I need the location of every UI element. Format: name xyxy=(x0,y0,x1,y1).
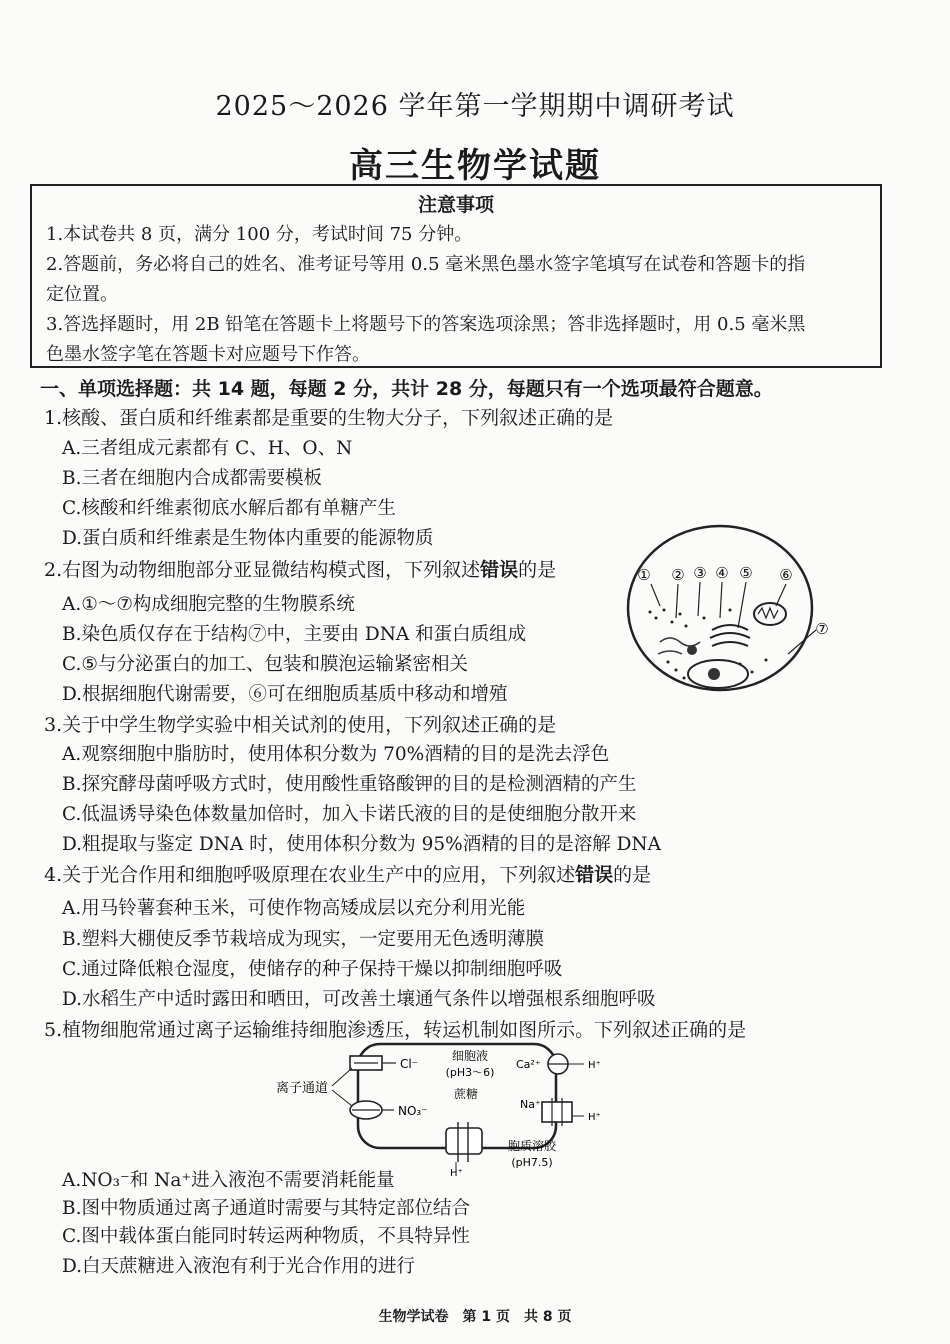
question-3-stem: 3.关于中学生物学实验中相关试剂的使用，下列叙述正确的是 xyxy=(44,714,557,736)
q2-option-a: A.①～⑦构成细胞完整的生物膜系统 xyxy=(62,594,355,615)
sucrose-transporter xyxy=(446,1122,482,1162)
cytosol-ph: (pH7.5) xyxy=(511,1156,553,1169)
ion-channel-label: 离子通道 xyxy=(276,1081,329,1096)
sucrose-label: 蔗糖 xyxy=(453,1087,479,1101)
subject-title: 高三生物学试题 xyxy=(349,146,601,186)
cell-label-2: ② xyxy=(671,566,685,584)
q5-option-b: B.图中物质通过离子通道时需要与其特定部位结合 xyxy=(62,1198,470,1219)
cell-label-7: ⑦ xyxy=(815,620,829,638)
q3-option-c: C.低温诱导染色体数量加倍时，加入卡诺氏液的目的是使细胞分散开来 xyxy=(62,804,637,825)
h-label-top: H⁺ xyxy=(588,1060,601,1071)
cytosol-title: 胞质溶胶 xyxy=(507,1139,557,1153)
q4-stem-post: 的是 xyxy=(613,864,652,886)
cl-label: Cl⁻ xyxy=(400,1057,419,1071)
q3-option-a: A.观察细胞中脂肪时，使用体积分数为 70%酒精的目的是洗去浮色 xyxy=(62,744,610,765)
q2-stem-post: 的是 xyxy=(518,559,557,581)
q2-option-d: D.根据细胞代谢需要，⑥可在细胞质基质中移动和增殖 xyxy=(62,684,508,705)
question-2-stem xyxy=(44,555,556,582)
q2-stem-emphasis: 错误 xyxy=(480,559,519,581)
q3-option-b: B.探究酵母菌呼吸方式时，使用酸性重铬酸钾的目的是检测酒精的产生 xyxy=(62,774,637,795)
cell-label-4: ④ xyxy=(715,564,729,582)
question-4-stem xyxy=(44,860,651,887)
na-transporter xyxy=(542,1098,572,1126)
notice-line-2b: 定位置。 xyxy=(46,284,118,305)
h-label-mid: H⁺ xyxy=(588,1112,601,1123)
q3-option-d: D.粗提取与鉴定 DNA 时，使用体积分数为 95%酒精的目的是溶解 DNA xyxy=(62,834,661,855)
q4-option-d: D.水稻生产中适时露田和晒田，可改善土壤通气条件以增强根系细胞呼吸 xyxy=(62,989,656,1010)
notice-line-2a: 2.答题前，务必将自己的姓名、准考证号等用 0.5 毫米黑色墨水签字笔填写在试卷和答题卡的指 xyxy=(46,254,806,275)
q5-option-d: D.白天蔗糖进入液泡有利于光合作用的进行 xyxy=(62,1256,416,1277)
h-label-bottom: H⁺ xyxy=(450,1168,463,1178)
ribosomes xyxy=(649,609,768,680)
q5-option-a: A.NO₃⁻和 Na⁺进入液泡不需要消耗能量 xyxy=(62,1170,395,1191)
q1-option-b: B.三者在细胞内合成都需要模板 xyxy=(62,468,322,489)
ca-label: Ca²⁺ xyxy=(516,1058,541,1071)
mitochondrion xyxy=(754,603,786,625)
page-footer: 生物学试卷 第 1 页 共 8 页 xyxy=(378,1309,572,1325)
no3-channel xyxy=(350,1101,382,1119)
q2-option-b: B.染色质仅存在于结构⑦中，主要由 DNA 和蛋白质组成 xyxy=(62,624,527,645)
q1-option-c: C.核酸和纤维素彻底水解后都有单糖产生 xyxy=(62,498,396,519)
q4-option-a: A.用马铃薯套种玉米，可使作物高矮成层以充分利用光能 xyxy=(62,898,526,919)
q4-stem-emphasis: 错误 xyxy=(575,864,614,886)
cl-channel xyxy=(350,1056,382,1070)
notice-title: 注意事项 xyxy=(417,194,494,216)
q1-option-d: D.蛋白质和纤维素是生物体内重要的能源物质 xyxy=(62,528,434,549)
notice-line-3a: 3.答选择题时，用 2B 铅笔在答题卡上将题号下的答案选项涂黑；答非选择题时，用 0.5 毫米黑 xyxy=(46,314,806,335)
q1-option-a: A.三者组成元素都有 C、H、O、N xyxy=(62,438,353,459)
no3-label: NO₃⁻ xyxy=(398,1104,428,1118)
question-1-stem: 1.核酸、蛋白质和纤维素都是重要的生物大分子，下列叙述正确的是 xyxy=(44,407,614,429)
notice-line-3b: 色墨水签字笔在答题卡对应题号下作答。 xyxy=(46,344,370,365)
ca-transporter xyxy=(548,1054,568,1074)
ion-transport-figure xyxy=(270,1038,620,1178)
section-heading: 一、单项选择题：共 14 题，每题 2 分，共计 28 分，每题只有一个选项最符合题意。 xyxy=(40,378,773,400)
cell-label-6: ⑥ xyxy=(779,566,793,584)
cell-label-5: ⑤ xyxy=(739,564,753,582)
exam-title: 2025～2026 学年第一学期期中调研考试 xyxy=(215,91,735,122)
golgi-apparatus xyxy=(710,625,750,646)
question-5-stem: 5.植物细胞常通过离子运输维持细胞渗透压，转运机制如图所示。下列叙述正确的是 xyxy=(44,1019,747,1041)
cell-structure-figure xyxy=(620,522,840,694)
centriole xyxy=(687,645,697,655)
cell-label-1: ① xyxy=(637,566,651,584)
cell-label-3: ③ xyxy=(693,564,707,582)
notice-box xyxy=(30,184,882,368)
q5-option-c: C.图中载体蛋白能同时转运两种物质，不具特异性 xyxy=(62,1226,470,1247)
vacuole-title: 细胞液 xyxy=(451,1049,489,1063)
q4-stem-pre: 4.关于光合作用和细胞呼吸原理在农业生产中的应用，下列叙述 xyxy=(44,864,576,886)
vacuole-ph: (pH3～6) xyxy=(445,1066,495,1079)
q2-option-c: C.⑤与分泌蛋白的加工、包装和膜泡运输紧密相关 xyxy=(62,654,468,675)
q4-option-c: C.通过降低粮仓湿度，使储存的种子保持干燥以抑制细胞呼吸 xyxy=(62,959,563,980)
q4-option-b: B.塑料大棚使反季节栽培成为现实，一定要用无色透明薄膜 xyxy=(62,929,544,950)
q2-stem-pre: 2.右图为动物细胞部分亚显微结构模式图，下列叙述 xyxy=(44,559,481,581)
na-label: Na⁺ xyxy=(520,1098,541,1111)
notice-line-1: 1.本试卷共 8 页，满分 100 分，考试时间 75 分钟。 xyxy=(46,224,473,245)
